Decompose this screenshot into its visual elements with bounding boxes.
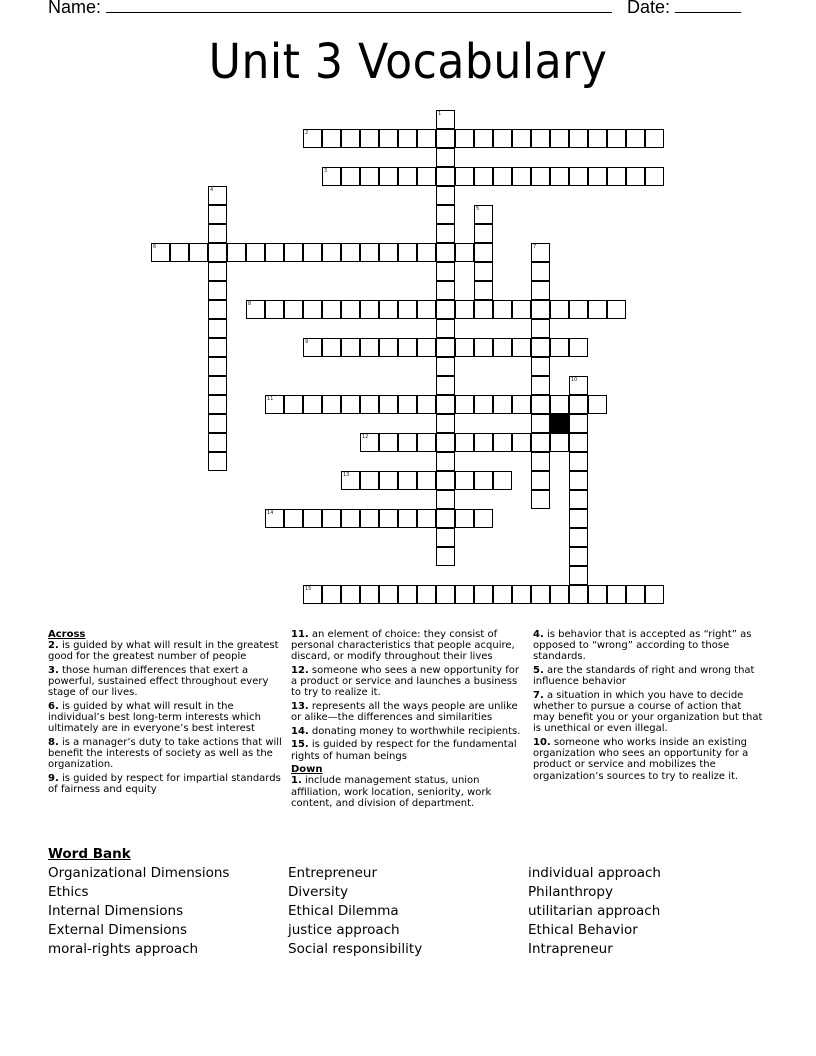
clue-down-4 [533,629,763,663]
cell-number: 5 [476,206,480,212]
grid-cell[interactable] [550,300,569,319]
grid-cell[interactable] [626,585,645,604]
grid-cell[interactable] [569,338,588,357]
grid-cell[interactable] [303,243,322,262]
cell-number: 10 [571,377,578,383]
grid-cell[interactable] [208,433,227,452]
grid-cell[interactable] [417,167,436,186]
clue-text: is guided by respect for impartial standards of fairness and equity [48,773,281,796]
grid-cell[interactable] [303,338,322,357]
clue-across-12 [291,665,521,699]
grid-cell[interactable] [474,129,493,148]
grid-cell[interactable] [569,167,588,186]
grid-cell[interactable] [208,243,227,262]
grid-cell[interactable] [588,395,607,414]
cell-number: 14 [267,510,274,516]
word-bank-item: Entrepreneur [288,865,378,881]
cell-number: 13 [343,472,350,478]
grid-cell[interactable] [284,395,303,414]
grid-cell[interactable] [550,167,569,186]
clue-number: 5. [533,665,544,676]
grid-cell[interactable] [569,471,588,490]
grid-cell[interactable] [474,338,493,357]
grid-cell[interactable] [531,300,550,319]
grid-cell[interactable] [531,471,550,490]
grid-cell[interactable] [208,395,227,414]
grid-cell[interactable] [436,528,455,547]
grid-cell[interactable] [417,585,436,604]
grid-cell[interactable] [531,490,550,509]
cell-number: 4 [210,187,214,193]
grid-cell[interactable] [208,262,227,281]
clue-number: 1. [291,775,302,787]
grid-cell[interactable] [626,167,645,186]
grid-cell[interactable] [531,281,550,300]
grid-cell[interactable] [208,281,227,300]
down-heading: Down [291,764,323,776]
grid-cell[interactable] [265,300,284,319]
grid-cell[interactable] [436,452,455,471]
grid-cell[interactable] [398,167,417,186]
word-bank-item: Diversity [288,884,349,900]
word-bank-item: Social responsibility [288,941,423,957]
grid-cell[interactable] [208,186,227,205]
grid-cell[interactable] [436,243,455,262]
clue-text: those human differences that exert a powerful, sustained effect throughout every stage of our lives. [48,665,269,699]
grid-cell[interactable] [436,471,455,490]
grid-cell[interactable] [436,338,455,357]
grid-cell[interactable] [607,129,626,148]
grid-cell[interactable] [379,167,398,186]
grid-cell[interactable] [645,129,664,148]
grid-cell[interactable] [398,300,417,319]
clue-text: is behavior that is accepted as “right” as opposed to “wrong” according to those standards. [533,629,752,663]
grid-cell[interactable] [455,433,474,452]
grid-cell[interactable] [436,490,455,509]
grid-cell[interactable] [189,243,208,262]
grid-cell[interactable] [398,509,417,528]
grid-cell[interactable] [436,224,455,243]
grid-cell[interactable] [360,509,379,528]
grid-cell[interactable] [246,243,265,262]
grid-cell[interactable] [208,205,227,224]
grid-cell[interactable] [455,338,474,357]
grid-cell[interactable] [569,528,588,547]
grid-cell[interactable] [208,414,227,433]
grid-cell[interactable] [531,167,550,186]
clue-across-8 [48,737,283,771]
grid-cell[interactable] [512,395,531,414]
date-label: Date: [627,0,671,17]
grid-cell[interactable] [170,243,189,262]
grid-cell[interactable] [474,167,493,186]
grid-cell[interactable] [360,433,379,452]
grid-cell[interactable] [607,585,626,604]
grid-cell[interactable] [322,129,341,148]
grid-cell[interactable] [474,509,493,528]
grid-cell[interactable] [303,585,322,604]
clue-across-14 [291,726,521,737]
grid-cell[interactable] [417,509,436,528]
grid-cell[interactable] [474,243,493,262]
grid-cell[interactable] [474,224,493,243]
grid-cell[interactable] [341,167,360,186]
clue-number: 15. [291,739,309,751]
grid-cell[interactable] [360,585,379,604]
grid-cell[interactable] [398,395,417,414]
grid-cell[interactable] [550,395,569,414]
grid-cell[interactable] [474,262,493,281]
word-bank-item: moral-rights approach [48,941,199,957]
grid-cell[interactable] [531,585,550,604]
across-heading: Across [48,629,86,640]
grid-cell[interactable] [436,319,455,338]
grid-cell[interactable] [379,338,398,357]
grid-cell[interactable] [569,585,588,604]
grid-cell[interactable] [417,129,436,148]
grid-cell[interactable] [398,433,417,452]
grid-cell[interactable] [531,262,550,281]
clues-column-2 [291,629,521,811]
grid-cell[interactable] [569,490,588,509]
cell-number: 15 [305,586,312,592]
grid-cell[interactable] [474,433,493,452]
grid-cell[interactable] [379,585,398,604]
grid-cell[interactable] [322,338,341,357]
grid-cell[interactable] [588,300,607,319]
grid-cell[interactable] [208,319,227,338]
grid-cell[interactable] [398,243,417,262]
grid-cell[interactable] [379,243,398,262]
grid-cell[interactable] [398,129,417,148]
grid-cell[interactable] [360,338,379,357]
grid-cell[interactable] [284,509,303,528]
clue-text: donating money to worthwhile recipients. [308,725,521,737]
clue-down-5 [533,665,763,687]
clues-column-1 [48,629,283,798]
clue-number: 3. [48,665,59,676]
clue-number: 4. [533,629,544,640]
grid-cell[interactable] [303,395,322,414]
grid-cell[interactable] [360,129,379,148]
clue-text: is a manager’s duty to take actions that will benefit the interests of society as well as the organization. [48,737,282,771]
grid-cell[interactable] [512,585,531,604]
grid-cell[interactable] [322,167,341,186]
grid-cell[interactable] [569,300,588,319]
grid-cell[interactable] [208,300,227,319]
grid-cell[interactable] [474,300,493,319]
word-bank-item: utilitarian approach [528,903,661,919]
grid-cell[interactable] [493,129,512,148]
grid-cell[interactable] [493,338,512,357]
clue-across-6 [48,701,283,735]
grid-cell[interactable] [474,281,493,300]
grid-cell[interactable] [379,471,398,490]
grid-cell[interactable] [379,395,398,414]
grid-cell[interactable] [550,433,569,452]
grid-cell[interactable] [455,471,474,490]
grid-cell[interactable] [208,224,227,243]
grid-cell[interactable] [607,300,626,319]
grid-cell[interactable] [360,395,379,414]
grid-cell[interactable] [360,243,379,262]
grid-cell[interactable] [208,357,227,376]
cell-number: 11 [267,396,274,402]
grid-cell[interactable] [322,243,341,262]
grid-cell[interactable] [607,167,626,186]
grid-cell[interactable] [455,395,474,414]
clue-across-9 [48,773,283,795]
grid-cell[interactable] [360,167,379,186]
grid-cell[interactable] [531,338,550,357]
word-bank-item: Philanthropy [528,884,613,900]
clue-text: someone who sees a new opportunity for a product or service and launches a business to try to realize it. [291,665,519,699]
grid-cell[interactable] [531,357,550,376]
grid-cell[interactable] [436,205,455,224]
cell-number: 3 [324,168,328,174]
grid-cell[interactable] [474,585,493,604]
grid-cell[interactable] [341,509,360,528]
grid-cell[interactable] [265,395,284,414]
word-bank-list [48,864,768,959]
clue-number: 13. [291,701,309,712]
grid-cell[interactable] [474,395,493,414]
grid-cell[interactable] [341,300,360,319]
grid-cell[interactable] [531,395,550,414]
grid-cell[interactable] [512,300,531,319]
word-bank-item: justice approach [288,922,400,938]
grid-cell[interactable] [436,129,455,148]
clue-across-11 [291,629,521,663]
grid-cell[interactable] [436,167,455,186]
grid-cell[interactable] [512,167,531,186]
grid-cell[interactable] [417,338,436,357]
word-bank [48,845,768,959]
word-bank-item: Ethical Dilemma [288,903,399,919]
grid-cell[interactable] [398,338,417,357]
grid-cell[interactable] [436,186,455,205]
grid-cell[interactable] [531,376,550,395]
grid-cell[interactable] [436,300,455,319]
grid-cell[interactable] [284,243,303,262]
grid-cell[interactable] [493,167,512,186]
grid-cell[interactable] [455,585,474,604]
grid-cell[interactable] [474,471,493,490]
clue-across-15 [291,739,521,761]
grid-cell[interactable] [493,395,512,414]
grid-cell[interactable] [569,414,588,433]
grid-cell[interactable] [436,585,455,604]
grid-cell[interactable] [550,129,569,148]
grid-cell[interactable] [303,509,322,528]
grid-cell[interactable] [645,167,664,186]
page-title: Unit 3 Vocabulary [208,34,608,90]
cell-number: 12 [362,434,369,440]
grid-cell[interactable] [569,547,588,566]
clue-number: 2. [48,640,59,652]
grid-cell[interactable] [569,566,588,585]
word-bank-item: Ethics [48,884,89,900]
clue-down-10 [533,737,763,782]
clue-across-2 [48,640,283,662]
grid-cell[interactable] [341,585,360,604]
clue-text: a situation in which you have to decide whether to pursue a course of action that may benefit you or your organization but that is unethical or even illegal. [533,689,763,735]
grid-cell[interactable] [569,433,588,452]
grid-cell[interactable] [417,243,436,262]
grid-cell[interactable] [569,395,588,414]
grid-cell[interactable] [341,395,360,414]
black-cell [550,414,569,433]
cell-number: 2 [305,130,309,136]
clue-text: is guided by what will result in the greatest good for the greatest number of people [48,640,279,663]
word-bank-item: Intrapreneur [528,941,613,957]
clue-text: represents all the ways people are unlike or alike—the differences and similarities [291,701,518,724]
grid-cell[interactable] [531,129,550,148]
grid-cell[interactable] [303,300,322,319]
clue-text: is guided by what will result in the individual’s best long-term interests which ultimately are in everyone’s best interest [48,701,261,735]
clue-number: 7. [533,689,544,701]
grid-cell[interactable] [398,585,417,604]
grid-cell[interactable] [417,395,436,414]
grid-cell[interactable] [512,433,531,452]
grid-cell[interactable] [341,243,360,262]
cell-number: 7 [533,244,537,250]
grid-cell[interactable] [588,167,607,186]
clue-number: 12. [291,665,309,676]
grid-cell[interactable] [227,243,246,262]
cell-number: 6 [153,244,157,250]
clue-text: are the standards of right and wrong that influence behavior [533,665,755,688]
grid-cell[interactable] [626,129,645,148]
grid-cell[interactable] [531,243,550,262]
grid-cell[interactable] [531,452,550,471]
grid-cell[interactable] [436,509,455,528]
grid-cell[interactable] [512,129,531,148]
grid-cell[interactable] [531,319,550,338]
grid-cell[interactable] [417,433,436,452]
grid-cell[interactable] [493,585,512,604]
grid-cell[interactable] [436,414,455,433]
grid-cell[interactable] [550,338,569,357]
grid-cell[interactable] [531,433,550,452]
grid-cell[interactable] [436,376,455,395]
clue-text: include management status, union affiliation, work location, seniority, work content, and division of department. [291,775,492,809]
clue-text: someone who works inside an existing organization who sees an opportunity for a product or service and mobilizes the organization’s sources to try to realize it. [533,737,749,782]
grid-cell[interactable] [645,585,664,604]
clues-column-3 [533,629,763,784]
grid-cell[interactable] [531,414,550,433]
grid-cell[interactable] [455,167,474,186]
clue-down-7 [533,690,763,735]
grid-cell[interactable] [379,300,398,319]
grid-cell[interactable] [398,471,417,490]
grid-cell[interactable] [246,300,265,319]
grid-cell[interactable] [436,110,455,129]
grid-cell[interactable] [512,338,531,357]
grid-cell[interactable] [569,452,588,471]
grid-cell[interactable] [322,509,341,528]
word-bank-item: Internal Dimensions [48,903,184,919]
grid-cell[interactable] [151,243,170,262]
grid-cell[interactable] [322,395,341,414]
grid-cell[interactable] [417,300,436,319]
grid-cell[interactable] [208,376,227,395]
grid-cell[interactable] [493,433,512,452]
grid-cell[interactable] [284,300,303,319]
grid-cell[interactable] [379,433,398,452]
cell-number: 9 [305,339,309,345]
grid-cell[interactable] [455,129,474,148]
grid-cell[interactable] [341,338,360,357]
grid-cell[interactable] [265,509,284,528]
clue-across-3 [48,665,283,699]
grid-cell[interactable] [436,433,455,452]
grid-cell[interactable] [550,585,569,604]
grid-cell[interactable] [322,300,341,319]
word-bank-item: Organizational Dimensions [48,865,230,881]
word-bank-item: External Dimensions [48,922,188,938]
clue-down-1 [291,775,521,809]
grid-cell[interactable] [474,205,493,224]
grid-cell[interactable] [417,471,436,490]
grid-cell[interactable] [341,471,360,490]
clue-number: 8. [48,737,59,748]
clue-text: is guided by respect for the fundamental rights of human beings [291,739,517,762]
clue-text: an element of choice: they consist of personal characteristics that people acquire, discard, or modify throughout their lives [291,629,515,663]
grid-cell[interactable] [455,509,474,528]
grid-cell[interactable] [493,300,512,319]
grid-cell[interactable] [379,129,398,148]
clue-number: 14. [291,725,309,737]
grid-cell[interactable] [493,471,512,490]
grid-cell[interactable] [265,243,284,262]
grid-cell[interactable] [436,262,455,281]
grid-cell[interactable] [436,148,455,167]
grid-cell[interactable] [436,281,455,300]
grid-cell[interactable] [208,338,227,357]
clue-number: 6. [48,701,59,712]
grid-cell[interactable] [588,585,607,604]
grid-cell[interactable] [588,129,607,148]
clue-number: 11. [291,629,309,640]
grid-cell[interactable] [455,300,474,319]
grid-cell[interactable] [569,376,588,395]
grid-cell[interactable] [436,547,455,566]
cell-number: 1 [438,111,442,117]
grid-cell[interactable] [569,129,588,148]
grid-cell[interactable] [455,243,474,262]
grid-cell[interactable] [569,509,588,528]
grid-cell[interactable] [341,129,360,148]
grid-cell[interactable] [360,471,379,490]
name-label: Name: [48,0,102,17]
grid-cell[interactable] [208,452,227,471]
grid-cell[interactable] [360,300,379,319]
word-bank-item: Ethical Behavior [528,922,638,938]
grid-cell[interactable] [436,357,455,376]
clue-across-13 [291,701,521,723]
grid-cell[interactable] [436,395,455,414]
clue-number: 9. [48,773,59,784]
clue-number: 10. [533,737,551,748]
grid-cell[interactable] [303,129,322,148]
word-bank-title: Word Bank [48,846,131,862]
grid-cell[interactable] [322,585,341,604]
grid-cell[interactable] [379,509,398,528]
cell-number: 8 [248,301,252,307]
word-bank-item: individual approach [528,865,661,881]
